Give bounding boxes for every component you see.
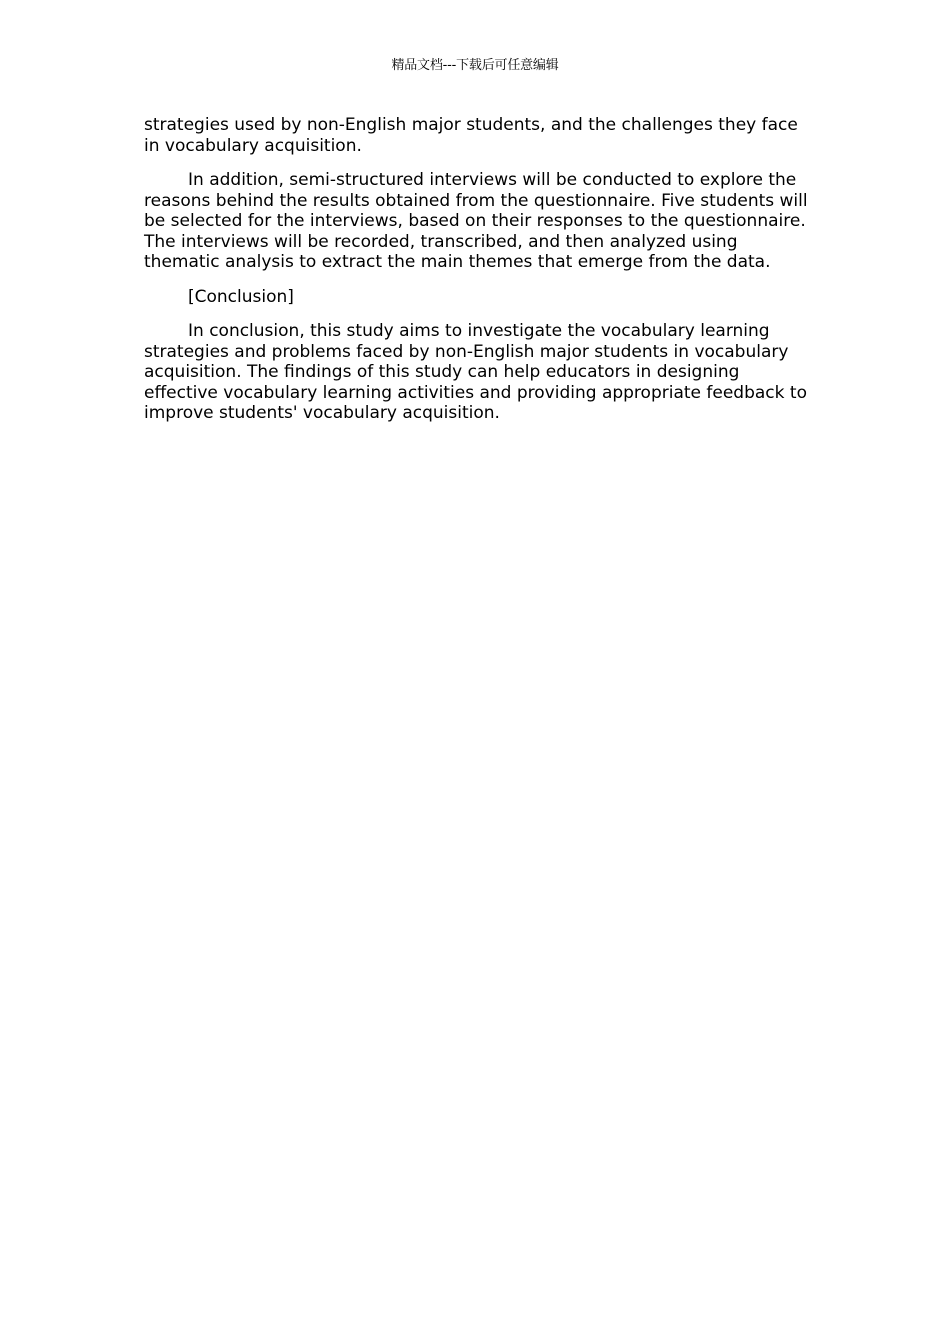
- section-heading-conclusion: [Conclusion]: [188, 286, 294, 307]
- paragraph-continuation: strategies used by non-English major students, and the challenges they face in vocabulary acquisition.: [144, 115, 798, 156]
- paragraph-interviews: In addition, semi-structured interviews will be conducted to explore the reasons behind the results obtained from the questionnaire. Five students will be selected for the interviews, based on their responses to the questionnaire. The interviews will be recorded, transcribed, and then analyzed using thematic analysis to extract the main themes that emerge from the data.: [144, 170, 808, 272]
- page-header: 精品文档---下载后可任意编辑: [391, 58, 559, 73]
- document-body: [144, 115, 810, 438]
- paragraph-conclusion: In conclusion, this study aims to investigate the vocabulary learning strategies and problems faced by non-English major students in vocabulary acquisition. The findings of this study can help educators in designing effective vocabulary learning activities and providing appropriate feedback to improve students' vocabulary acquisition.: [144, 321, 807, 423]
